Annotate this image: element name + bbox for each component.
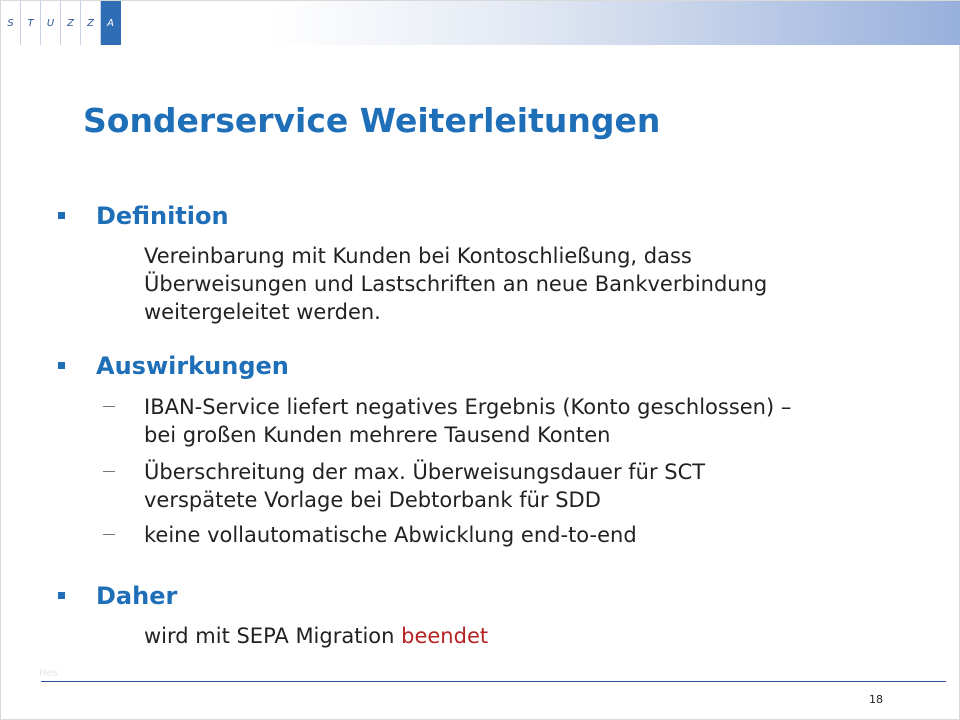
daher-text-plain: wird mit SEPA Migration <box>144 624 402 648</box>
daher-text-highlight: beendet <box>401 624 489 648</box>
section-heading: Daher <box>96 582 178 610</box>
list-item-line: IBAN-Service liefert negatives Ergebnis (Konto geschlossen) – <box>144 395 792 419</box>
list-item-line: verspätete Vorlage bei Debtorbank für SDD <box>144 488 601 512</box>
logo-letter: Z <box>81 1 101 45</box>
dash-bullet-icon <box>103 534 115 535</box>
square-bullet-icon <box>58 362 65 369</box>
logo-letter: S <box>1 1 21 45</box>
list-item-line: Überschreitung der max. Überweisungsdauer für SCT <box>144 460 706 484</box>
list-item-line: bei großen Kunden mehrere Tausend Konten <box>144 423 611 447</box>
stuzza-logo <box>1 1 121 45</box>
logo-letter: U <box>41 1 61 45</box>
definition-line: weitergeleitet werden. <box>144 300 381 324</box>
header-band <box>1 1 960 45</box>
footer-note: Hes <box>39 668 58 679</box>
square-bullet-icon <box>58 592 65 599</box>
dash-bullet-icon <box>103 471 115 472</box>
logo-letter: Z <box>61 1 81 45</box>
footer-divider <box>41 681 946 682</box>
dash-bullet-icon <box>103 406 115 407</box>
definition-line: Vereinbarung mit Kunden bei Kontoschließung, dass <box>144 244 692 268</box>
slide-title: Sonderservice Weiterleitungen <box>83 101 661 140</box>
square-bullet-icon <box>58 212 65 219</box>
daher-text <box>144 622 488 650</box>
section-heading: Auswirkungen <box>96 352 289 380</box>
page-number: 18 <box>869 693 883 706</box>
definition-line: Überweisungen und Lastschriften an neue Bankverbindung <box>144 272 768 296</box>
section-heading: Definition <box>96 202 229 230</box>
logo-letter: A <box>101 1 121 45</box>
list-item-line: keine vollautomatische Abwicklung end-to-end <box>144 523 637 547</box>
logo-letter: T <box>21 1 41 45</box>
